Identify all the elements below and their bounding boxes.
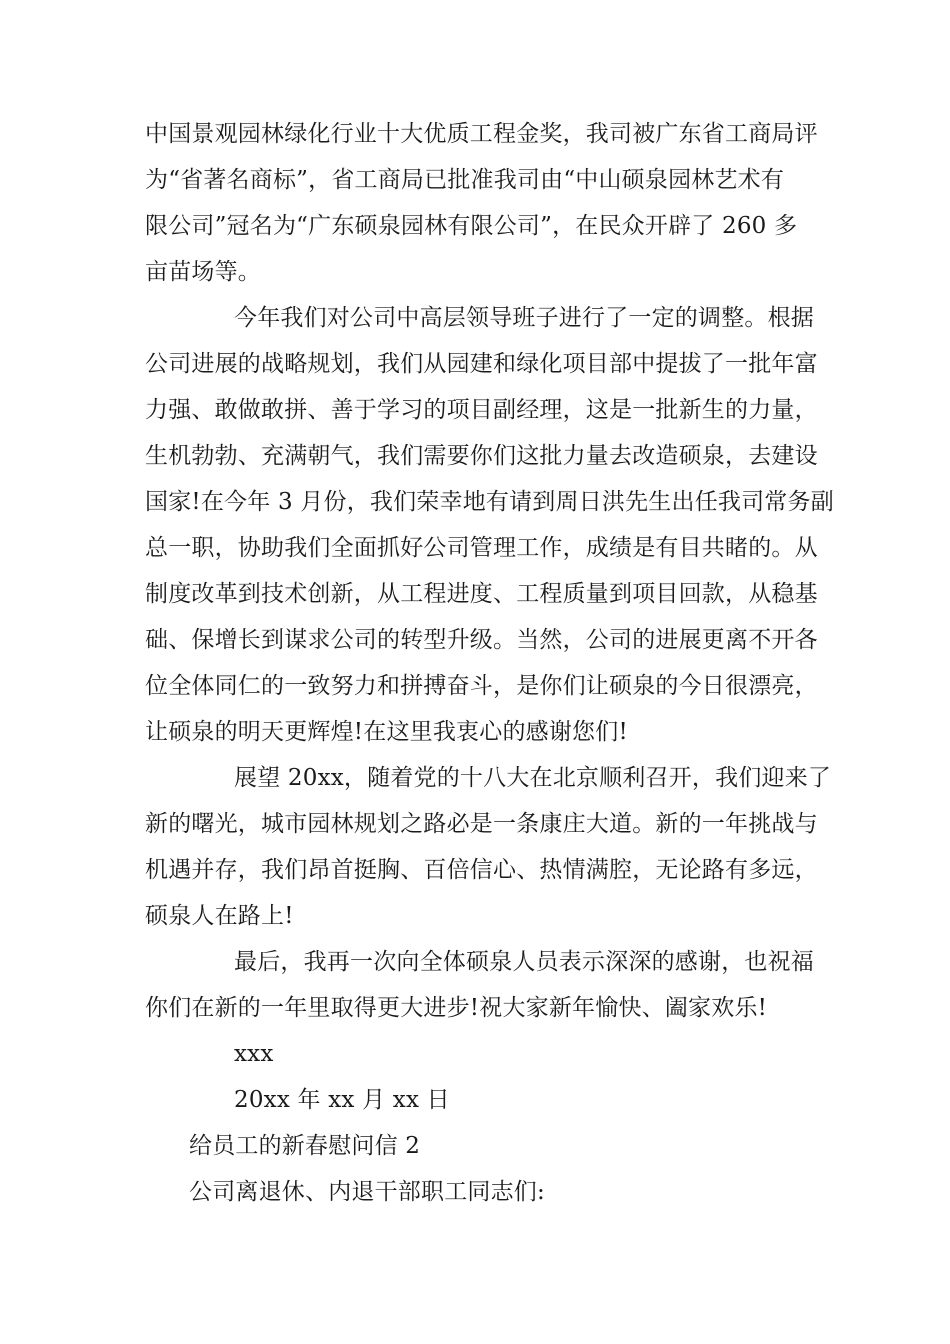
- paragraph-line: 国家!在今年 3 月份，我们荣幸地有请到周日洪先生出任我司常务副: [145, 489, 834, 515]
- paragraph-line: 限公司”冠名为“广东硕泉园林有限公司”，在民众开辟了 260 多: [145, 213, 798, 239]
- paragraph-line: 最后，我再一次向全体硕泉人员表示深深的感谢，也祝福: [234, 949, 814, 975]
- paragraph-line: 亩苗场等。: [145, 259, 261, 285]
- paragraph-line: 总一职，协助我们全面抓好公司管理工作，成绩是有目共睹的。从: [145, 535, 818, 561]
- paragraph-line: 机遇并存，我们昂首挺胸、百倍信心、热情满腔，无论路有多远，: [145, 857, 818, 883]
- paragraph-line: 生机勃勃、充满朝气，我们需要你们这批力量去改造硕泉，去建设: [145, 443, 818, 469]
- paragraph-line: 你们在新的一年里取得更大进步!祝大家新年愉快、阖家欢乐!: [145, 995, 768, 1021]
- letter-salutation: 公司离退休、内退干部职工同志们:: [189, 1179, 545, 1205]
- paragraph-line: 础、保增长到谋求公司的转型升级。当然，公司的进展更离不开各: [145, 627, 818, 653]
- letter-title: 给员工的新春慰问信 2: [189, 1133, 421, 1159]
- signature-name: xxx: [234, 1041, 274, 1067]
- paragraph-line: 位全体同仁的一致努力和拼搏奋斗，是你们让硕泉的今日很漂亮，: [145, 673, 818, 699]
- paragraph-line: 为“省著名商标”，省工商局已批准我司由“中山硕泉园林艺术有: [145, 167, 785, 193]
- paragraph-line: 公司进展的战略规划，我们从园建和绿化项目部中提拔了一批年富: [145, 351, 818, 377]
- signature-date: 20xx 年 xx 月 xx 日: [234, 1087, 450, 1113]
- paragraph-line: 展望 20xx，随着党的十八大在北京顺利召开，我们迎来了: [234, 765, 832, 791]
- paragraph-line: 今年我们对公司中高层领导班子进行了一定的调整。根据: [234, 305, 814, 331]
- paragraph-line: 硕泉人在路上!: [145, 903, 294, 929]
- paragraph-line: 让硕泉的明天更辉煌!在这里我衷心的感谢您们!: [145, 719, 628, 745]
- paragraph-line: 力强、敢做敢拼、善于学习的项目副经理，这是一批新生的力量，: [145, 397, 818, 423]
- paragraph-line: 中国景观园林绿化行业十大优质工程金奖，我司被广东省工商局评: [145, 121, 818, 147]
- paragraph-line: 新的曙光，城市园林规划之路必是一条康庄大道。新的一年挑战与: [145, 811, 818, 837]
- paragraph-line: 制度改革到技术创新，从工程进度、工程质量到项目回款，从稳基: [145, 581, 818, 607]
